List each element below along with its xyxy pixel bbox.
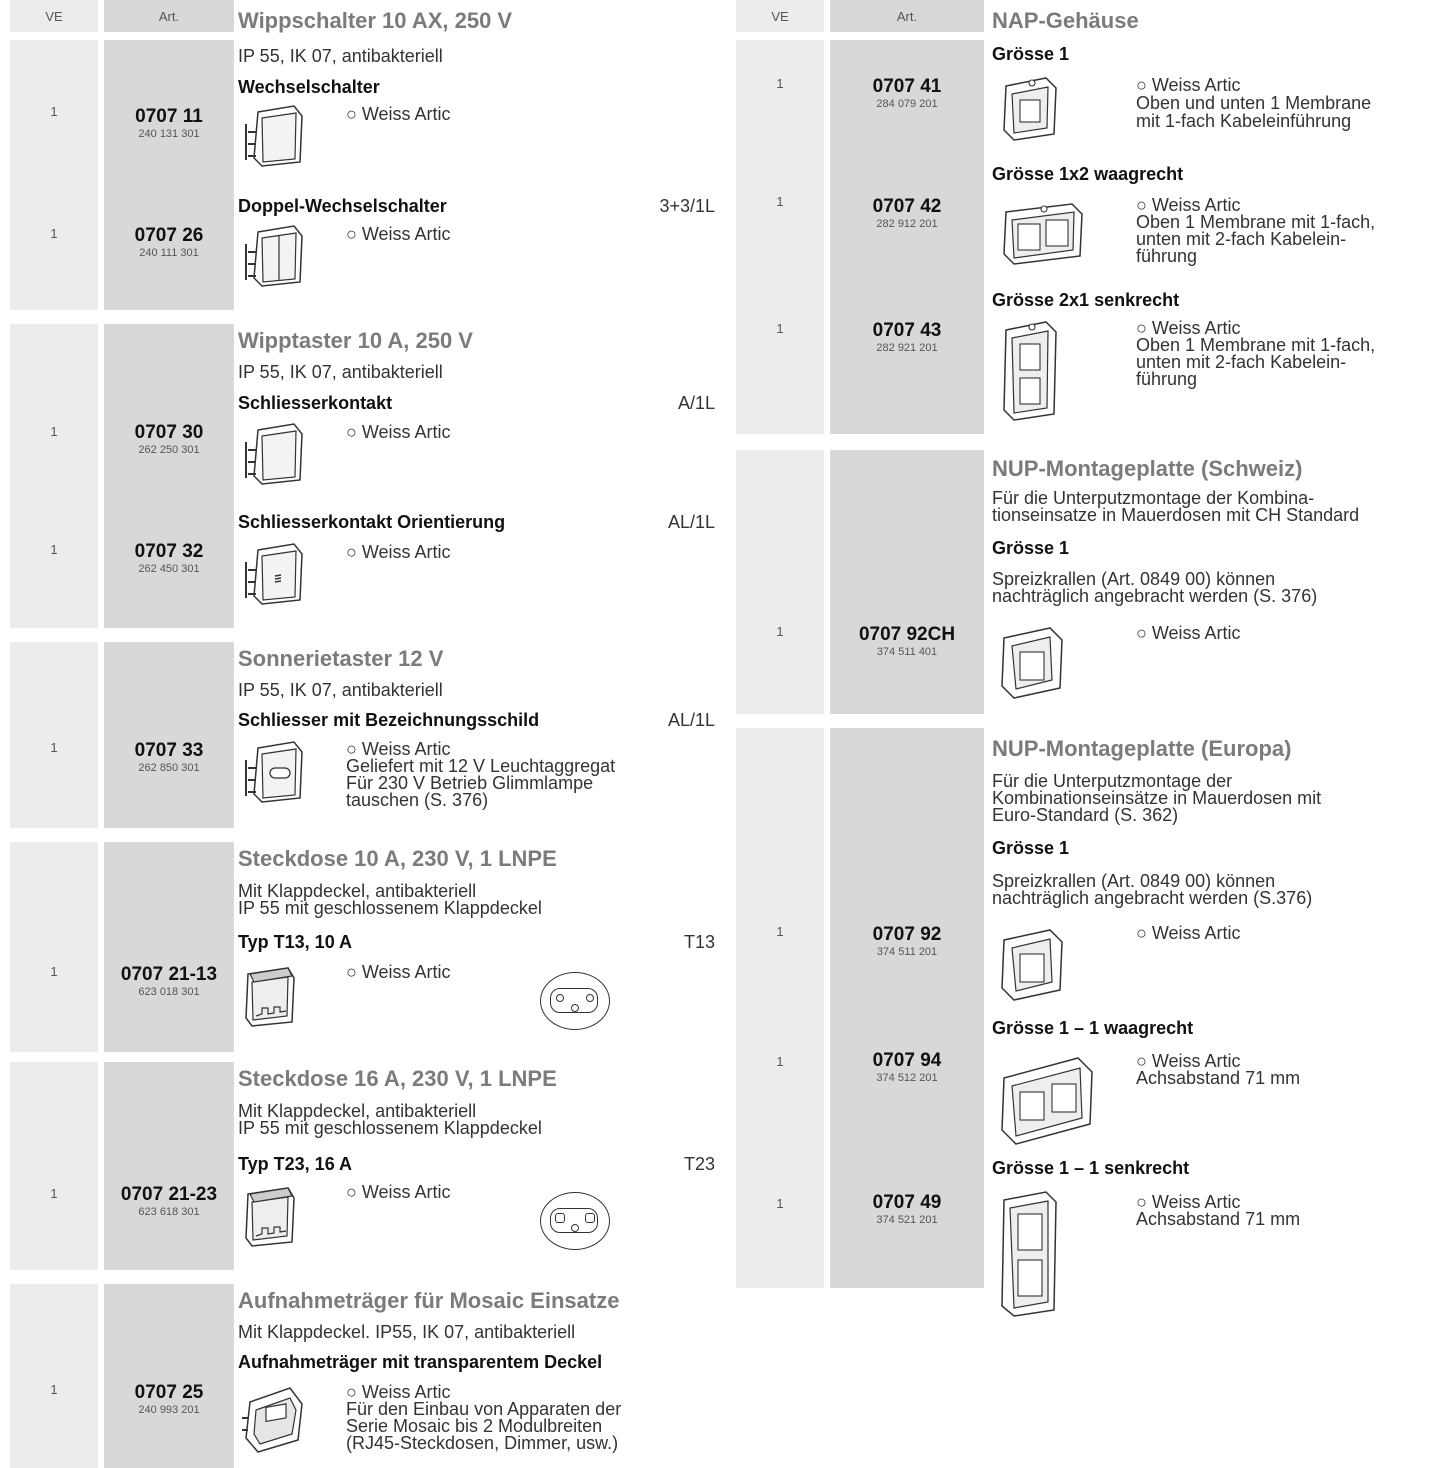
- art-header: Art.: [830, 0, 984, 32]
- note-line: Achsabstand 71 mm: [1136, 1209, 1301, 1229]
- note-line: tauschen (S. 376): [346, 790, 489, 810]
- item-note: nachträglich angebracht werden (S.376): [992, 888, 1313, 908]
- item-code: 3+3/1L: [659, 196, 715, 216]
- ve-value: 1: [776, 624, 784, 639]
- item-name: Grösse 2x1 senkrecht: [992, 290, 1180, 310]
- item-code: T13: [683, 932, 715, 952]
- option-label: ○ Weiss Artic: [346, 422, 451, 442]
- section-desc: Mit Klappdeckel, antibakteriell: [238, 881, 477, 901]
- section-sonnerietaster: [10, 642, 715, 828]
- option-label: ○ Weiss Artic: [346, 104, 451, 124]
- item-name: Grösse 1: [992, 538, 1070, 558]
- section-title: Aufnahmeträger für Mosaic Einsatze: [238, 1288, 620, 1313]
- mounting-plate-vertical-icon: [998, 1188, 1062, 1320]
- item-name: Doppel-Wechselschalter: [238, 196, 447, 216]
- article-number: 0707 41 284 079 201: [872, 76, 942, 110]
- ve-value: 1: [50, 1186, 58, 1201]
- note-line: Für den Einbau von Apparaten der: [346, 1399, 622, 1419]
- ve-value: 1: [776, 924, 784, 939]
- section-title: Steckdose 16 A, 230 V, 1 LNPE: [238, 1066, 557, 1091]
- note-line: Für 230 V Betrieb Glimmlampe: [346, 773, 594, 793]
- section-nup-europa: [736, 728, 1448, 1288]
- bell-push-icon: [244, 740, 306, 806]
- housing-2x1-icon: [998, 318, 1062, 422]
- section-desc: tionseinsatze in Mauerdosen mit CH Standard: [992, 505, 1360, 525]
- option-label: ○ Weiss Artic: [1136, 318, 1241, 338]
- option-label: ○ Weiss Artic: [346, 542, 451, 562]
- article-number: 0707 33 262 850 301: [134, 740, 204, 774]
- housing-1x2-icon: [998, 200, 1086, 266]
- option-label: ○ Weiss Artic: [1136, 1051, 1241, 1071]
- ve-value: 1: [776, 321, 784, 336]
- note-line: Serie Mosaic bis 2 Modulbreiten: [346, 1416, 603, 1436]
- t23-socket-icon: [540, 1192, 610, 1250]
- section-nup-schweiz: [736, 450, 1448, 714]
- option-label: ○ Weiss Artic: [346, 739, 451, 759]
- section-desc: IP 55 mit geschlossenem Klappdeckel: [238, 898, 542, 918]
- ve-value: 1: [50, 964, 58, 979]
- push-button-orientation-icon: [244, 542, 306, 608]
- art-header: Art.: [104, 0, 234, 32]
- ve-header: VE: [10, 0, 98, 32]
- ve-value: 1: [776, 1054, 784, 1069]
- article-number: 0707 49 374 521 201: [872, 1192, 942, 1226]
- section-title: Wippschalter 10 AX, 250 V: [238, 8, 513, 33]
- item-name: Grösse 1: [992, 838, 1070, 858]
- ve-value: 1: [50, 542, 58, 557]
- note-line: Oben 1 Membrane mit 1-fach,: [1136, 212, 1376, 232]
- ve-value: 1: [776, 1196, 784, 1211]
- push-button-icon: [244, 422, 306, 488]
- note-line: (RJ45-Steckdosen, Dimmer, usw.): [346, 1433, 619, 1453]
- item-name: Aufnahmeträger mit transparentem Deckel: [238, 1352, 603, 1372]
- item-note: Spreizkrallen (Art. 0849 00) können: [992, 871, 1276, 891]
- section-desc: Kombinationseinsätze in Mauerdosen mit: [992, 788, 1322, 808]
- section-title: NUP-Montageplatte (Schweiz): [992, 456, 1303, 481]
- article-number: 0707 92CH 374 511 401: [858, 624, 956, 658]
- option-label: ○ Weiss Artic: [1136, 195, 1241, 215]
- note-line: Oben 1 Membrane mit 1-fach,: [1136, 335, 1376, 355]
- article-number: 0707 94 374 512 201: [872, 1050, 942, 1084]
- article-number: 0707 30 262 250 301: [134, 422, 204, 456]
- ve-value: 1: [50, 424, 58, 439]
- note-line: führung: [1136, 246, 1198, 266]
- section-desc: Mit Klappdeckel, antibakteriell: [238, 1101, 477, 1121]
- section-steckdose-16a: [10, 1062, 715, 1270]
- option-label: ○ Weiss Artic: [346, 1182, 451, 1202]
- note-line: mit 1-fach Kabeleinführung: [1136, 111, 1352, 131]
- article-number: 0707 11 240 131 301: [135, 106, 203, 140]
- item-name: Wechselschalter: [238, 77, 380, 97]
- option-label: ○ Weiss Artic: [1136, 923, 1241, 943]
- option-label: ○ Weiss Artic: [1136, 623, 1241, 643]
- section-title: Steckdose 10 A, 230 V, 1 LNPE: [238, 846, 557, 871]
- ve-value: 1: [776, 76, 784, 91]
- article-number: 0707 25 240 993 201: [134, 1382, 204, 1416]
- article-number: 0707 42 282 912 201: [872, 196, 942, 230]
- item-code: T23: [683, 1154, 715, 1174]
- option-label: ○ Weiss Artic: [346, 1382, 451, 1402]
- item-name: Schliesserkontakt Orientierung: [238, 512, 506, 532]
- t13-socket-icon: [540, 972, 610, 1030]
- item-name: Grösse 1 – 1 senkrecht: [992, 1158, 1190, 1178]
- section-desc: Für die Unterputzmontage der Kombina-: [992, 488, 1315, 508]
- section-title: Sonnerietaster 12 V: [238, 646, 444, 671]
- article-number: 0707 92 374 511 201: [872, 924, 942, 958]
- item-code: A/1L: [677, 393, 715, 413]
- item-note: nachträglich angebracht werden (S. 376): [992, 586, 1318, 606]
- note-line: Geliefert mit 12 V Leuchtaggregat: [346, 756, 616, 776]
- section-aufnahmetraeger: [10, 1284, 715, 1468]
- article-number: 0707 21-23 623 618 301: [120, 1184, 218, 1218]
- option-label: ○ Weiss Artic: [346, 962, 451, 982]
- item-name: Grösse 1x2 waagrecht: [992, 164, 1184, 184]
- mounting-plate-horizontal-icon: [998, 1054, 1098, 1148]
- note-line: führung: [1136, 369, 1198, 389]
- section-desc: IP 55, IK 07, antibakteriell: [238, 362, 443, 382]
- section-title: NAP-Gehäuse: [992, 8, 1139, 33]
- option-label: ○ Weiss Artic: [346, 224, 451, 244]
- option-label: ○ Weiss Artic: [1136, 1192, 1241, 1212]
- section-desc: Für die Unterputzmontage der: [992, 771, 1233, 791]
- socket-housing-icon: [242, 964, 298, 1030]
- section-desc: Euro-Standard (S. 362): [992, 805, 1179, 825]
- section-desc: Mit Klappdeckel. IP55, IK 07, antibakteriell: [238, 1322, 576, 1342]
- housing-size1-icon: [998, 74, 1062, 142]
- note-line: unten mit 2-fach Kabelein-: [1136, 229, 1347, 249]
- ve-value: 1: [50, 740, 58, 755]
- socket-housing-icon: [242, 1184, 298, 1250]
- item-name: Typ T13, 10 A: [238, 932, 353, 952]
- ve-value: 1: [50, 104, 58, 119]
- section-desc: IP 55 mit geschlossenem Klappdeckel: [238, 1118, 542, 1138]
- mounting-plate-icon: [998, 926, 1068, 1002]
- switch-icon: [244, 104, 306, 170]
- item-name: Grösse 1: [992, 44, 1070, 64]
- section-wipptaster: [10, 324, 715, 628]
- article-number: 0707 43 282 921 201: [872, 320, 942, 354]
- ve-value: 1: [776, 194, 784, 209]
- ve-value: 1: [50, 1382, 58, 1397]
- ve-header: VE: [736, 0, 824, 32]
- section-steckdose-10a: [10, 842, 715, 1052]
- section-title: Wipptaster 10 A, 250 V: [238, 328, 473, 353]
- article-number: 0707 32 262 450 301: [134, 541, 204, 575]
- article-number: 0707 26 240 111 301: [134, 225, 204, 259]
- item-name: Schliesserkontakt: [238, 393, 393, 413]
- item-code: AL/1L: [667, 512, 715, 532]
- carrier-icon: [240, 1382, 306, 1454]
- option-label: ○ Weiss Artic: [1136, 75, 1241, 95]
- note-line: Achsabstand 71 mm: [1136, 1068, 1301, 1088]
- item-code: AL/1L: [667, 710, 715, 730]
- ve-value: 1: [50, 226, 58, 241]
- section-desc: IP 55, IK 07, antibakteriell: [238, 46, 443, 66]
- section-desc: IP 55, IK 07, antibakteriell: [238, 680, 443, 700]
- article-number: 0707 21-13 623 018 301: [120, 964, 218, 998]
- note-line: unten mit 2-fach Kabelein-: [1136, 352, 1347, 372]
- mounting-plate-icon: [998, 624, 1068, 700]
- item-name: Grösse 1 – 1 waagrecht: [992, 1018, 1194, 1038]
- note-line: Oben und unten 1 Membrane: [1136, 93, 1372, 113]
- item-note: Spreizkrallen (Art. 0849 00) können: [992, 569, 1276, 589]
- double-switch-icon: [244, 224, 306, 290]
- item-name: Typ T23, 16 A: [238, 1154, 353, 1174]
- item-name: Schliesser mit Bezeichnungsschild: [238, 710, 540, 730]
- section-title: NUP-Montageplatte (Europa): [992, 736, 1292, 761]
